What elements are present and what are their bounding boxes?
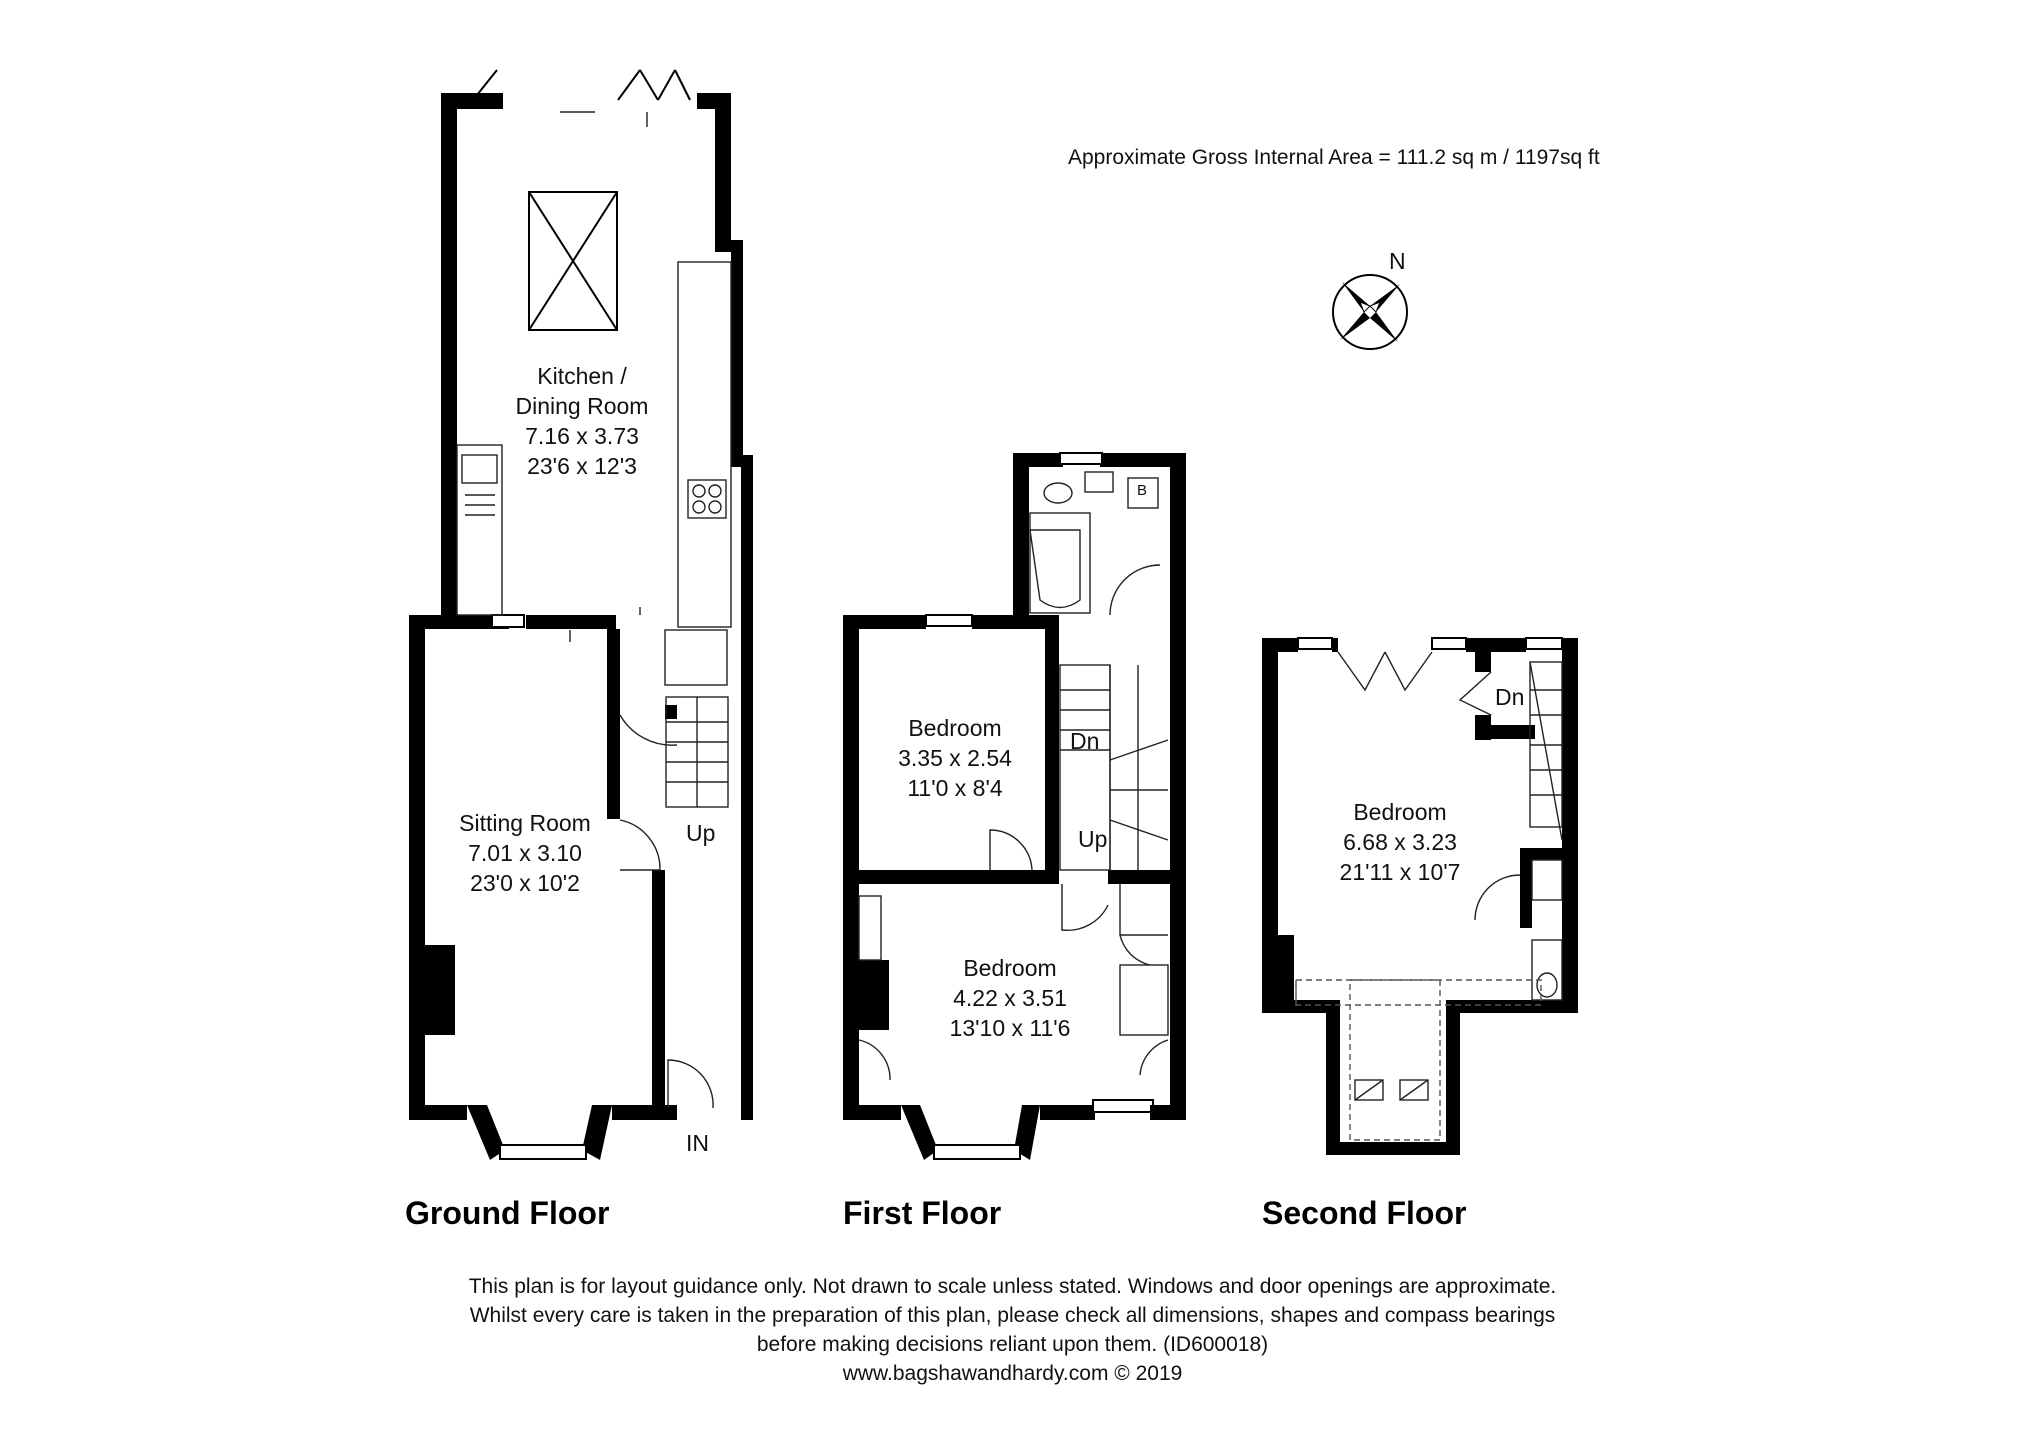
second-bedroom-name: Bedroom — [1353, 799, 1447, 825]
ground-floor-title: Ground Floor — [405, 1195, 610, 1231]
website-copyright: www.bagshawandhardy.com © 2019 — [842, 1362, 1183, 1385]
disclaimer — [0, 1272, 2025, 1388]
second-bedroom-imperial: 21'11 x 10'7 — [1339, 859, 1461, 885]
sitting-room-imperial: 23'0 x 10'2 — [470, 870, 580, 896]
second-dn-label: Dn — [1495, 684, 1525, 710]
sitting-room-name: Sitting Room — [459, 810, 591, 836]
first-floor-title: First Floor — [843, 1195, 1002, 1231]
first-bedroom-small-metric: 3.35 x 2.54 — [898, 745, 1012, 771]
second-bedroom-metric: 6.68 x 3.23 — [1343, 829, 1457, 855]
compass-north-label: N — [1389, 248, 1406, 274]
first-bedroom-small-label — [880, 713, 1030, 803]
kitchen-name-line2: Dining Room — [515, 393, 649, 419]
first-bedroom-large-imperial: 13'10 x 11'6 — [949, 1015, 1071, 1041]
first-bedroom-small-name: Bedroom — [908, 715, 1002, 741]
first-bedroom-large-name: Bedroom — [963, 955, 1057, 981]
entrance-in-label: IN — [686, 1130, 709, 1156]
kitchen-label — [512, 361, 652, 481]
first-floor-plan — [843, 453, 1186, 1160]
compass-rose-icon — [1333, 275, 1407, 349]
disclaimer-line-2: Whilst every care is taken in the preparation of this plan, please check all dimensions, shapes and compass bearings — [469, 1304, 1556, 1327]
kitchen-metric: 7.16 x 3.73 — [525, 423, 639, 449]
first-bedroom-large-metric: 4.22 x 3.51 — [953, 985, 1067, 1011]
sitting-room-label — [440, 808, 610, 898]
kitchen-name-line1: Kitchen / — [537, 363, 627, 389]
first-dn-label: Dn — [1070, 728, 1100, 754]
kitchen-imperial: 23'6 x 12'3 — [527, 453, 637, 479]
gross-internal-area: Approximate Gross Internal Area = 111.2 sq m / 1197sq ft — [1068, 146, 1600, 169]
ground-up-label: Up — [686, 820, 716, 846]
ground-floor-plan — [409, 70, 753, 1160]
second-floor-title: Second Floor — [1262, 1195, 1467, 1231]
sitting-room-metric: 7.01 x 3.10 — [468, 840, 582, 866]
first-bedroom-large-label — [930, 953, 1090, 1043]
boiler-label: B — [1137, 482, 1148, 499]
second-floor-plan — [1262, 638, 1578, 1155]
disclaimer-line-3: before making decisions reliant upon them. (ID600018) — [756, 1333, 1269, 1356]
second-bedroom-label — [1325, 797, 1475, 887]
disclaimer-line-1: This plan is for layout guidance only. Not drawn to scale unless stated. Windows and door openings are approximate. — [468, 1275, 1557, 1298]
first-up-label: Up — [1078, 826, 1108, 852]
first-bedroom-small-imperial: 11'0 x 8'4 — [907, 775, 1003, 801]
